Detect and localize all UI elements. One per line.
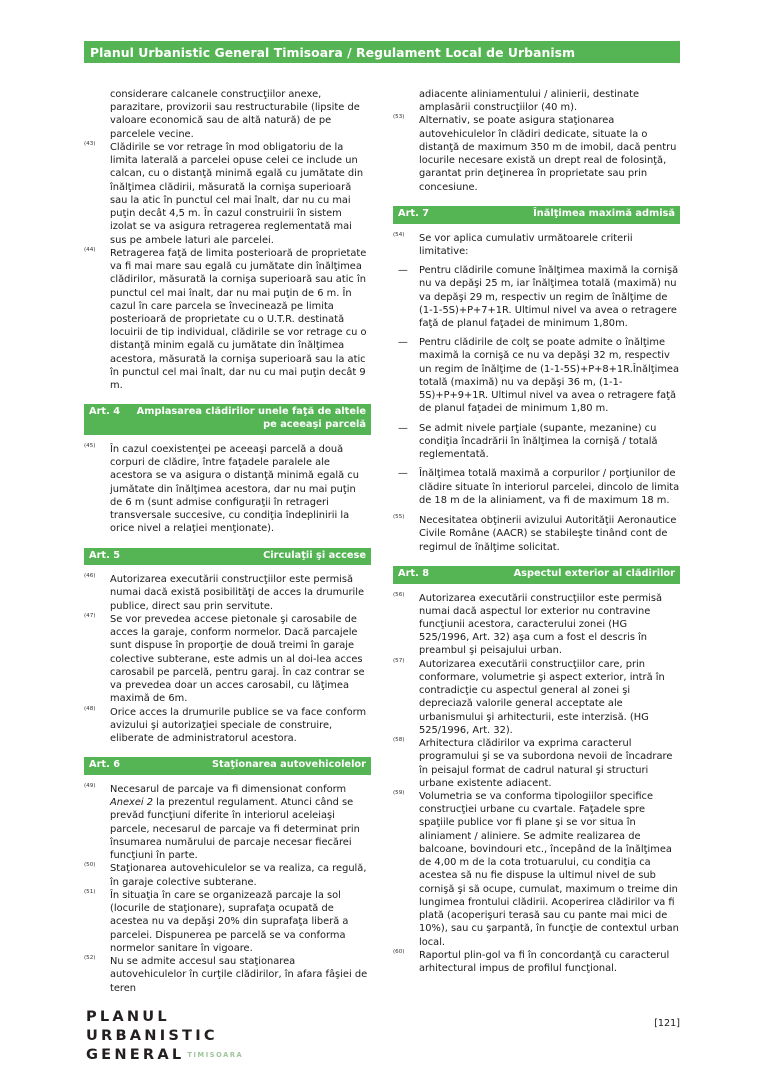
- paragraph-number: (50): [84, 862, 96, 869]
- paragraph-text: Alternativ, se poate asigura staţionarea autovehiculelor în clădiri dedicate, situate la o distanţă de maximum 350 m de imobil, dacă pentru locurile necesare există un drept real de folosinţă, garantat prin deţinerea în proprietate sau prin concesiune.: [419, 115, 677, 193]
- paragraph-text-post: la prezentul regulament. Atunci când se prevăd funcţiuni diferite în interiorul aceleiaşi parcele, necesarul de parcaje va fi determinat prin însumarea numărului de parcaje necesar fiecărei funcţiuni în parte.: [110, 797, 360, 862]
- paragraph-58: [393, 737, 680, 790]
- paragraph-51: [84, 889, 371, 955]
- paragraph-59: [393, 790, 680, 949]
- article-label: Art. 8: [398, 567, 430, 579]
- footer-logo: [86, 1008, 346, 1065]
- paragraph-continued: [84, 88, 371, 141]
- list-item-text: Pentru clădirile de colţ se poate admite o înălţime maximă la cornişă ce nu va depăşi 32 m, respectiv un regim de înălţime de (1-1-5S)+P+8+1R.Înălţimea totală (maximă) nu va depăşi 36 m, (1-1-5S)+P+9+1R. Ultimul nivel va avea o retragere faţă de planul faţadei de minimum 1,80 m.: [419, 337, 679, 415]
- paragraph-text: Orice acces la drumurile publice se va face conform avizului şi autorizaţiei speciale de construire, eliberate de administratorul acestora.: [110, 706, 367, 745]
- paragraph-text: Clădirile se vor retrage în mod obligatoriu de la limita laterală a parcelei opuse celei ce include un calcan, cu o distanţă minimă egală cu jumătate din înălţimea clădirii, măsurată la cornişa superioară sau la atic în punctul cel mai înalt, dar nu cu mai puţin decât 4,5 m. În cazul construirii în sistem izolat se va asigura retragerea reglementată mai sus pe ambele laturi ale parcelei.: [110, 141, 364, 246]
- article-header-art-6: [84, 757, 371, 775]
- paragraph-number: (59): [393, 790, 405, 797]
- paragraph-60: [393, 949, 680, 975]
- paragraph-number: (48): [84, 705, 96, 712]
- paragraph-number: (60): [393, 948, 405, 955]
- list-item-text: Înălţimea totală maximă a corpurilor / porţiunilor de clădire situate în interiorul parcelei, dincolo de limita de 18 m de la aliniament, va fi de maximum 18 m.: [419, 468, 680, 506]
- list-item-text: Se admit nivele parţiale (supante, mezanine) cu condiţia încadrării în înălţimea la cornişă / totală reglementată.: [419, 422, 658, 461]
- article-label: Art. 7: [398, 207, 430, 219]
- paragraph-text: Autorizarea executării construcţiilor este permisă numai dacă aspectul lor exterior nu contravine funcţiunii acestora, caracterului zonei (HG 525/1996, Art. 32) aşa cum a fost el descris în preambul şi peisajului urban.: [419, 592, 663, 657]
- paragraph-continued: [393, 88, 680, 114]
- paragraph-number: (46): [84, 573, 96, 580]
- paragraph-number: (47): [84, 612, 96, 619]
- paragraph-number: (44): [84, 246, 96, 253]
- article-title: Amplasarea clădirilor unele faţă de altele pe aceeaşi parcelă: [136, 406, 366, 431]
- logo-line-2: URBANISTIC: [86, 1026, 218, 1044]
- logo-subtitle-timisoara: TIMISOARA: [187, 1050, 244, 1059]
- article-header-art-8: [393, 566, 680, 584]
- article-title: Staţionarea autovehicolelor: [211, 759, 366, 771]
- list-item: [393, 336, 680, 415]
- paragraph-text: Retragerea faţă de limita posterioară de proprietate va fi mai mare sau egală cu jumătate din înălţimea clădirilor, măsurată la cornişa superioară sau atic în punctul cel mai înalt, dar nu mai puţin de 6 m. În cazul în care parcela se învecinează pe limita posterioară de proprietate cu o U.T.R. destinată locuirii de tip individual, clădirile se vor retrage cu o distanţă minim egală cu jumătate din înălţimea acestora, măsurată la cornişa superioară sau la atic în punctul cel mai înalt, dar nu cu mai puţin decât 9 m.: [110, 247, 367, 392]
- two-column-body: [84, 88, 680, 995]
- article-label: Art. 5: [89, 549, 121, 561]
- paragraph-46: [84, 573, 371, 613]
- article-header-art-4: [84, 404, 371, 434]
- article-header-art-7: [393, 206, 680, 224]
- list-item-text: Pentru clădirile comune înălţimea maximă la cornişă nu va depăşi 25 m, iar înălţimea totală (maximă) nu va depăşi 29 m, respectiv un regim de înălţime de (1-1-5S)+P+7+1R. Ultimul nivel va avea o retragere faţă de planul faţadei de minimum 1,80m.: [419, 265, 679, 330]
- paragraph-53: [393, 114, 680, 193]
- paragraph-text: Volumetria se va conforma tipologiilor specifice construcţiei urbane cu cvartale. Faţadele spre spaţiile publice vor fi plane şi se vor situa în aliniament / aliniere. Se admite realizarea de balcoane, bovindouri etc., începând de la înălţimea de 4,00 m de la cota trotuarului, cu condiţia ca acestea să nu fie dispuse la ultimul nivel de sub cornişă şi să ocupe, cumulat, maximum o treime din lungimea frontului clădirii. Acoperirea clădirilor va fi plată (acoperişuri terasă sau cu pante mai mici de 10%), sau cu şarpantă, în funcţie de contextul urban local.: [419, 791, 679, 948]
- paragraph-44: [84, 247, 371, 393]
- em-dash-icon: —: [398, 265, 408, 277]
- paragraph-text: Autorizarea executării construcţiilor care, prin conformare, volumetrie şi aspect exterior, intră în contradicţie cu aspectul general al zonei şi depreciază valorile general acceptate ale urbanismului şi arhitecturii, este interzisă. (HG 525/1996, Art. 32).: [419, 658, 665, 736]
- annex-reference: Anexei 2: [110, 797, 154, 809]
- paragraph-text: Se vor aplica cumulativ următoarele criterii limitative:: [419, 232, 633, 257]
- paragraph-text: În cazul coexistenţei pe aceeaşi parcelă a două corpuri de clădire, între faţadele paralele ale acestora se va asigura o distanţă minimă egală cu jumătate din înălţimea acestora, dar nu mai puţin de 6 m (sunt admise configuraţii în retrageri transversale succesive, cu condiţia îndeplinirii la orice nivel a relaţiei menţionate).: [110, 443, 359, 535]
- paragraph-number: (57): [393, 657, 405, 664]
- logo-word-general: GENERAL: [86, 1045, 185, 1063]
- paragraph-text-pre: Necesarul de parcaje va fi dimensionat conform: [110, 784, 347, 796]
- article-label: Art. 4: [89, 406, 121, 418]
- logo-line-1: PLANUL: [86, 1008, 170, 1025]
- right-column: [393, 88, 680, 995]
- paragraph-text: Arhitectura clădirilor va exprima caracterul programului şi se va subordona nevoii de încadrare în peisajul format de cadrul natural şi structuri urbane existente adiacent.: [419, 738, 673, 789]
- paragraph-50: [84, 862, 371, 888]
- paragraph-number: (54): [393, 231, 405, 238]
- paragraph-number: (53): [393, 114, 405, 121]
- article-title: Aspectul exterior al clădirilor: [513, 567, 675, 579]
- paragraph-text: Se vor prevedea accese pietonale şi carosabile de acces la garaje, conform normelor. Dacă parcajele sunt dispuse în proporţie de două treimi în garaje colective subterane, este admis un al doi-lea acces carosabil pe parcelă, pentru garaj. În caz contrar se va prevedea doar un acces carosabil, cu lăţimea maximă de 6m.: [110, 613, 365, 705]
- paragraph-text: Raportul plin-gol va fi în concordanţă cu caracterul arhitectural impus de profilul funcţional.: [419, 949, 670, 975]
- em-dash-icon: —: [398, 337, 408, 349]
- paragraph-number: (45): [84, 442, 96, 449]
- page-number: [121]: [654, 1018, 680, 1029]
- paragraph-number: (58): [393, 737, 405, 744]
- paragraph-number: (51): [84, 888, 96, 895]
- list-item: [393, 264, 680, 330]
- paragraph-text: [110, 783, 371, 862]
- paragraph-48: [84, 706, 371, 746]
- paragraph-57: [393, 658, 680, 737]
- logo-line-3: [86, 1046, 346, 1065]
- paragraph-number: (43): [84, 140, 96, 147]
- em-dash-icon: —: [398, 468, 408, 480]
- paragraph-54: [393, 232, 680, 258]
- article-title: Înălţimea maximă admisă: [533, 207, 675, 219]
- paragraph-number: (56): [393, 591, 405, 598]
- article-header-art-5: [84, 548, 371, 566]
- paragraph-text: Autorizarea executării construcţiilor este permisă numai dacă există posibilităţi de acces la drumurile publice, direct sau prin servitute.: [110, 574, 365, 612]
- paragraph-43: [84, 141, 371, 247]
- paragraph-text: considerare calcanele construcţiilor anexe, parazitare, provizorii sau restructurabile (lipsite de valoare economică sau de altă natură) de pe parcelele vecine.: [110, 89, 360, 140]
- paragraph-55: [393, 514, 680, 554]
- paragraph-text: adiacente aliniamentului / alinierii, destinate amplasării construcţiilor (40 m).: [419, 89, 640, 114]
- page-header-title: Planul Urbanistic General Timisoara / Regulament Local de Urbanism: [90, 44, 576, 60]
- paragraph-52: [84, 955, 371, 995]
- paragraph-49: [84, 783, 371, 862]
- em-dash-icon: —: [398, 422, 408, 434]
- list-item: [393, 422, 680, 462]
- paragraph-text: În situaţia în care se organizează parcaje la sol (locurile de staţionare), suprafaţa ocupată de acestea nu va depăşi 20% din suprafaţa liberă a parcelei. Dispunerea pe parcelă se va conforma normelor sanitare în vigoare.: [110, 889, 349, 954]
- paragraph-47: [84, 613, 371, 706]
- page-header-banner: [84, 41, 680, 63]
- paragraph-number: (55): [393, 514, 405, 521]
- left-column: [84, 88, 371, 995]
- paragraph-number: (52): [84, 955, 96, 962]
- paragraph-text: Necesitatea obţinerii avizului Autorităţii Aeronautice Civile Române (AACR) se stabileşte tinând cont de regimul de înălţime solicitat.: [419, 515, 677, 553]
- list-item: [393, 467, 680, 507]
- article-title: Circulaţii şi accese: [263, 549, 366, 561]
- paragraph-text: Nu se admite accesul sau staţionarea autovehiculelor în curţile clădirilor, în afara fâşiei de teren: [110, 956, 368, 994]
- article-label: Art. 6: [89, 759, 121, 771]
- paragraph-56: [393, 592, 680, 658]
- paragraph-number: (49): [84, 783, 96, 790]
- paragraph-45: [84, 443, 371, 536]
- paragraph-text: Staţionarea autovehiculelor se va realiza, ca regulă, în garaje colective subterane.: [110, 863, 367, 888]
- spacer: [393, 507, 680, 514]
